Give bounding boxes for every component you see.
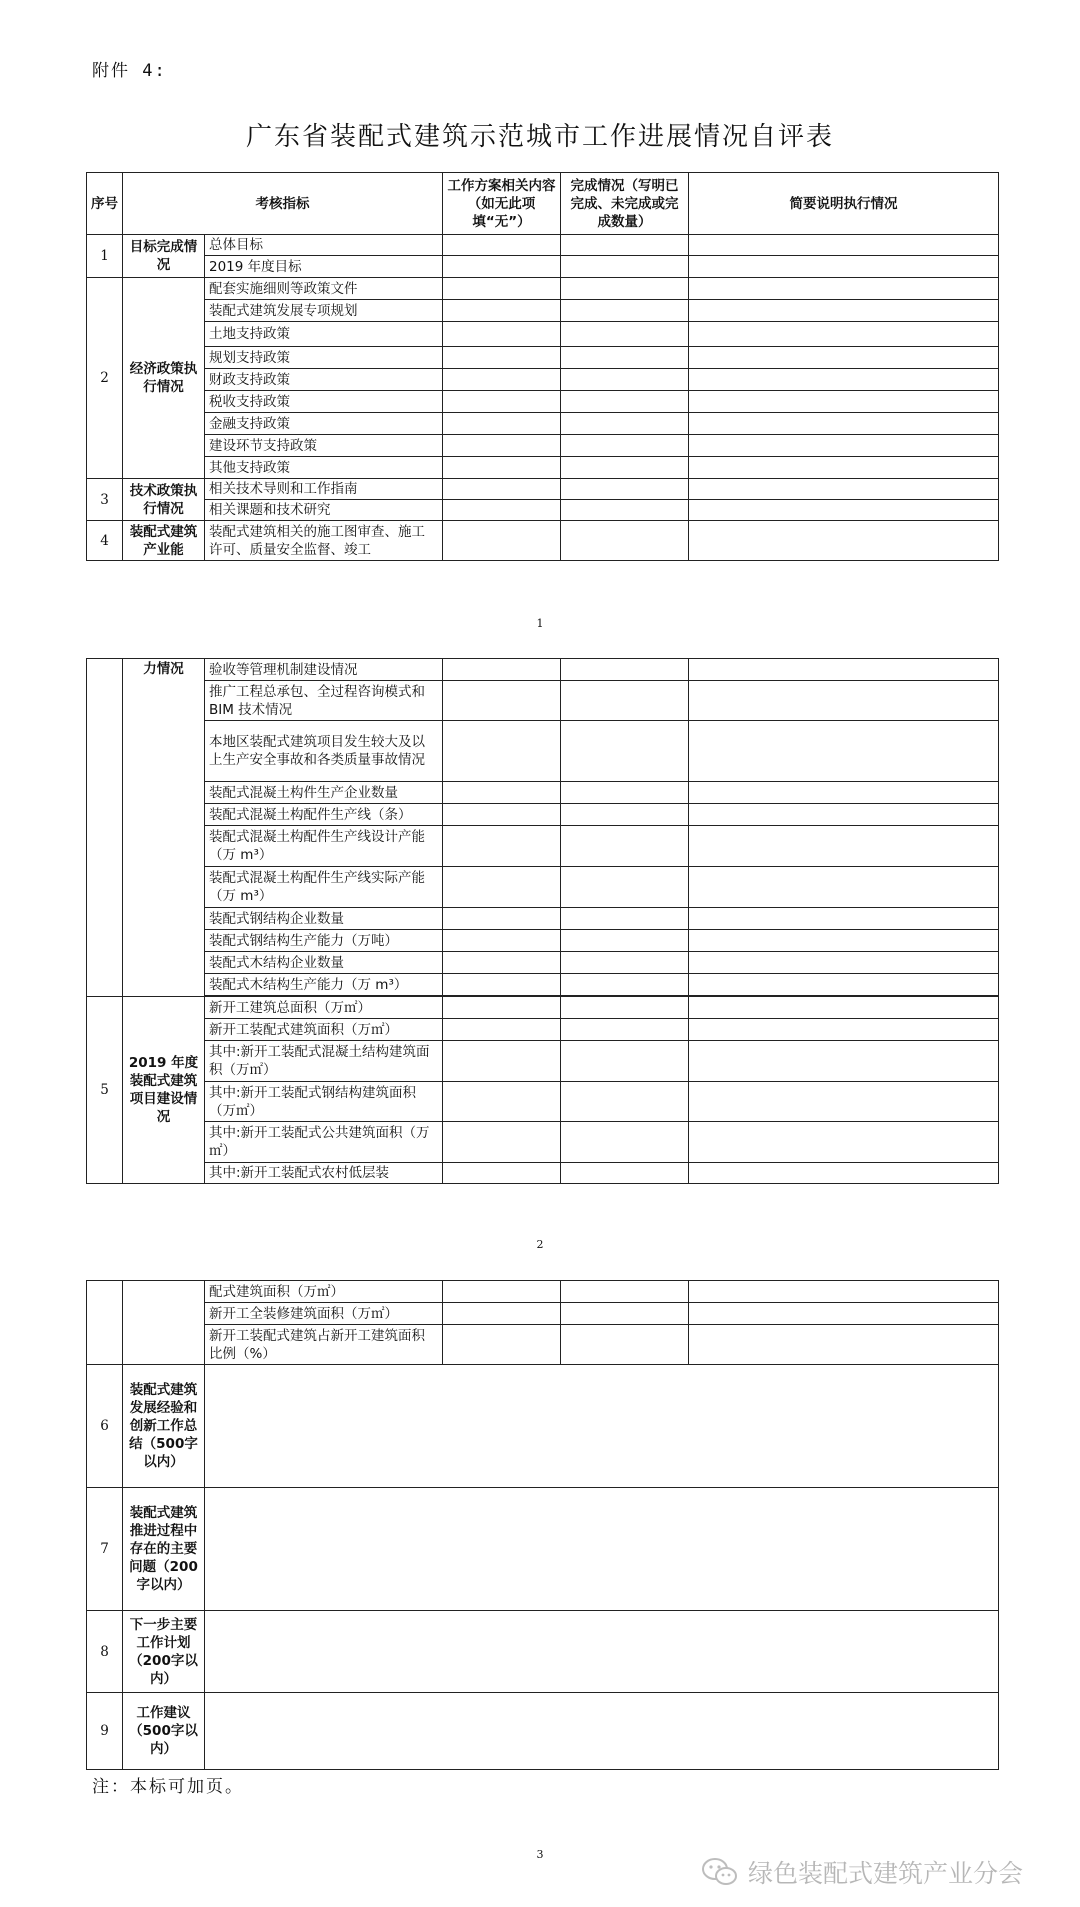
- completion-cell[interactable]: [561, 721, 689, 782]
- header-plan: 工作方案相关内容（如无此项填“无”）: [443, 173, 561, 235]
- plan-cell[interactable]: [443, 457, 561, 479]
- completion-cell[interactable]: [561, 997, 689, 1019]
- indicator-cell: 推广工程总承包、全过程咨询模式和 BIM 技术情况: [205, 681, 443, 721]
- plan-cell[interactable]: [443, 256, 561, 278]
- completion-cell[interactable]: [561, 659, 689, 681]
- indicator-cell: 装配式混凝土构件生产企业数量: [205, 782, 443, 804]
- indicator-cell: 装配式木结构生产能力（万 m³）: [205, 974, 443, 996]
- plan-cell[interactable]: [443, 782, 561, 804]
- plan-cell[interactable]: [443, 1303, 561, 1325]
- brief-cell[interactable]: [689, 782, 999, 804]
- brief-cell[interactable]: [689, 278, 999, 300]
- completion-cell[interactable]: [561, 782, 689, 804]
- plan-cell[interactable]: [443, 1281, 561, 1303]
- plan-cell[interactable]: [443, 908, 561, 930]
- brief-cell[interactable]: [689, 1325, 999, 1365]
- completion-cell[interactable]: [561, 867, 689, 908]
- section-name-4: 装配式建筑产业能: [123, 521, 205, 561]
- completion-cell[interactable]: [561, 347, 689, 369]
- brief-cell[interactable]: [689, 256, 999, 278]
- plan-cell[interactable]: [443, 1019, 561, 1041]
- brief-cell[interactable]: [689, 457, 999, 479]
- indicator-cell: 装配式建筑发展专项规划: [205, 300, 443, 322]
- completion-cell[interactable]: [561, 930, 689, 952]
- plan-cell[interactable]: [443, 435, 561, 457]
- indicator-cell: 装配式混凝土构配件生产线实际产能（万 m³）: [205, 867, 443, 908]
- plan-cell[interactable]: [443, 974, 561, 996]
- brief-cell[interactable]: [689, 867, 999, 908]
- indicator-cell: 土地支持政策: [205, 322, 443, 347]
- indicator-cell: 装配式混凝土构配件生产线设计产能（万 m³）: [205, 826, 443, 867]
- plan-cell[interactable]: [443, 721, 561, 782]
- indicator-cell: 税收支持政策: [205, 391, 443, 413]
- indicator-cell: 其中:新开工装配式钢结构建筑面积（万㎡）: [205, 1082, 443, 1122]
- brief-cell[interactable]: [689, 1303, 999, 1325]
- completion-cell[interactable]: [561, 457, 689, 479]
- plan-cell[interactable]: [443, 347, 561, 369]
- section-name-8: 下一步主要工作计划（200字以内）: [123, 1611, 205, 1693]
- suggestion-input-area[interactable]: [205, 1693, 999, 1770]
- completion-cell[interactable]: [561, 1325, 689, 1365]
- plan-cell[interactable]: [443, 278, 561, 300]
- indicator-cell: 相关课题和技术研究: [205, 500, 443, 521]
- indicator-cell: 总体目标: [205, 235, 443, 256]
- plan-cell[interactable]: [443, 521, 561, 561]
- completion-cell[interactable]: [561, 1303, 689, 1325]
- indicator-cell: 配套实施细则等政策文件: [205, 278, 443, 300]
- seq-5-cont: [87, 1281, 123, 1365]
- completion-cell[interactable]: [561, 369, 689, 391]
- plan-cell[interactable]: [443, 659, 561, 681]
- indicator-cell: 验收等管理机制建设情况: [205, 659, 443, 681]
- indicator-cell: 装配式建筑相关的施工图审查、施工许可、质量安全监督、竣工: [205, 521, 443, 561]
- evaluation-table-part-3: [86, 1280, 999, 1770]
- indicator-cell: 本地区装配式建筑项目发生较大及以上生产安全事故和各类质量事故情况: [205, 721, 443, 782]
- brief-cell[interactable]: [689, 322, 999, 347]
- indicator-cell: 装配式木结构企业数量: [205, 952, 443, 974]
- watermark: [700, 1854, 1023, 1890]
- indicator-cell: 财政支持政策: [205, 369, 443, 391]
- completion-cell[interactable]: [561, 413, 689, 435]
- indicator-cell: 其中:新开工装配式混凝土结构建筑面积（万㎡）: [205, 1041, 443, 1082]
- completion-cell[interactable]: [561, 435, 689, 457]
- plan-cell[interactable]: [443, 322, 561, 347]
- plan-input-area[interactable]: [205, 1611, 999, 1693]
- brief-cell[interactable]: [689, 300, 999, 322]
- page-title: 广东省装配式建筑示范城市工作进展情况自评表: [245, 122, 834, 152]
- plan-cell[interactable]: [443, 500, 561, 521]
- completion-cell[interactable]: [561, 1281, 689, 1303]
- seq-4-cont: [87, 659, 123, 997]
- plan-cell[interactable]: [443, 1325, 561, 1365]
- indicator-cell: 其中:新开工装配式农村低层装: [205, 1163, 443, 1184]
- brief-cell[interactable]: [689, 952, 999, 974]
- section-name-6: 装配式建筑发展经验和创新工作总结（500字以内）: [123, 1365, 205, 1488]
- completion-cell[interactable]: [561, 322, 689, 347]
- indicator-cell: 2019 年度目标: [205, 256, 443, 278]
- completion-cell[interactable]: [561, 952, 689, 974]
- seq-8: 8: [87, 1611, 123, 1693]
- completion-cell[interactable]: [561, 1019, 689, 1041]
- brief-cell[interactable]: [689, 1082, 999, 1122]
- header-completion: 完成情况（写明已完成、未完成或完成数量）: [561, 173, 689, 235]
- completion-cell[interactable]: [561, 804, 689, 826]
- brief-cell[interactable]: [689, 974, 999, 996]
- completion-cell[interactable]: [561, 479, 689, 500]
- completion-cell[interactable]: [561, 1163, 689, 1184]
- brief-cell[interactable]: [689, 997, 999, 1019]
- indicator-cell: 装配式钢结构企业数量: [205, 908, 443, 930]
- brief-cell[interactable]: [689, 391, 999, 413]
- completion-cell[interactable]: [561, 908, 689, 930]
- section-name-9: 工作建议（500字以内）: [123, 1693, 205, 1770]
- brief-cell[interactable]: [689, 659, 999, 681]
- header-brief: 简要说明执行情况: [689, 173, 999, 235]
- footnote: 注：本标可加页。: [92, 1777, 244, 1797]
- plan-cell[interactable]: [443, 369, 561, 391]
- section-name-4-cont: 力情况: [123, 659, 205, 997]
- plan-cell[interactable]: [443, 300, 561, 322]
- brief-cell[interactable]: [689, 347, 999, 369]
- summary-input-area[interactable]: [205, 1365, 999, 1488]
- brief-cell[interactable]: [689, 500, 999, 521]
- watermark-text: 绿色装配式建筑产业分会: [748, 1859, 1024, 1888]
- indicator-cell: 装配式混凝土构配件生产线（条）: [205, 804, 443, 826]
- brief-cell[interactable]: [689, 826, 999, 867]
- plan-cell[interactable]: [443, 681, 561, 721]
- indicator-cell: 金融支持政策: [205, 413, 443, 435]
- completion-cell[interactable]: [561, 235, 689, 256]
- indicator-cell: 其他支持政策: [205, 457, 443, 479]
- page-number: 3: [536, 1848, 544, 1861]
- brief-cell[interactable]: [689, 1281, 999, 1303]
- plan-cell[interactable]: [443, 1082, 561, 1122]
- completion-cell[interactable]: [561, 391, 689, 413]
- completion-cell[interactable]: [561, 1041, 689, 1082]
- brief-cell[interactable]: [689, 235, 999, 256]
- plan-cell[interactable]: [443, 804, 561, 826]
- brief-cell[interactable]: [689, 479, 999, 500]
- evaluation-table-part-2: [86, 658, 999, 1184]
- wechat-icon: [700, 1856, 740, 1888]
- completion-cell[interactable]: [561, 521, 689, 561]
- completion-cell[interactable]: [561, 826, 689, 867]
- plan-cell[interactable]: [443, 826, 561, 867]
- plan-cell[interactable]: [443, 479, 561, 500]
- completion-cell[interactable]: [561, 974, 689, 996]
- indicator-cell: 规划支持政策: [205, 347, 443, 369]
- section-name-5-cont: [123, 1281, 205, 1365]
- plan-cell[interactable]: [443, 1041, 561, 1082]
- header-seq: 序号: [87, 173, 123, 235]
- brief-cell[interactable]: [689, 413, 999, 435]
- plan-cell[interactable]: [443, 1122, 561, 1163]
- evaluation-table-part-1: [86, 172, 999, 561]
- brief-cell[interactable]: [689, 435, 999, 457]
- attachment-label: 附件 4:: [92, 61, 167, 81]
- completion-cell[interactable]: [561, 278, 689, 300]
- brief-cell[interactable]: [689, 1163, 999, 1184]
- indicator-cell: 建设环节支持政策: [205, 435, 443, 457]
- seq-6: 6: [87, 1365, 123, 1488]
- indicator-cell: 新开工装配式建筑占新开工建筑面积比例（%）: [205, 1325, 443, 1365]
- indicator-cell: 新开工装配式建筑面积（万㎡）: [205, 1019, 443, 1041]
- seq-7: 7: [87, 1488, 123, 1611]
- page-number: 2: [536, 1238, 544, 1251]
- plan-cell[interactable]: [443, 867, 561, 908]
- plan-cell[interactable]: [443, 391, 561, 413]
- completion-cell[interactable]: [561, 256, 689, 278]
- plan-cell[interactable]: [443, 952, 561, 974]
- brief-cell[interactable]: [689, 908, 999, 930]
- section-name-5: 2019 年度装配式建筑项目建设情况: [123, 997, 205, 1184]
- section-name-7: 装配式建筑推进过程中存在的主要问题（200字以内）: [123, 1488, 205, 1611]
- seq-3: 3: [87, 479, 123, 521]
- plan-cell[interactable]: [443, 413, 561, 435]
- section-name-3: 技术政策执行情况: [123, 479, 205, 521]
- completion-cell[interactable]: [561, 500, 689, 521]
- brief-cell[interactable]: [689, 1019, 999, 1041]
- seq-5: 5: [87, 997, 123, 1184]
- brief-cell[interactable]: [689, 369, 999, 391]
- completion-cell[interactable]: [561, 1122, 689, 1163]
- indicator-cell: 新开工全装修建筑面积（万㎡）: [205, 1303, 443, 1325]
- completion-cell[interactable]: [561, 1082, 689, 1122]
- section-name-2: 经济政策执行情况: [123, 278, 205, 479]
- plan-cell[interactable]: [443, 930, 561, 952]
- header-indicator: 考核指标: [123, 173, 443, 235]
- brief-cell[interactable]: [689, 930, 999, 952]
- indicator-cell: 新开工建筑总面积（万㎡）: [205, 997, 443, 1019]
- brief-cell[interactable]: [689, 681, 999, 721]
- completion-cell[interactable]: [561, 300, 689, 322]
- section-name-1: 目标完成情况: [123, 235, 205, 278]
- plan-cell[interactable]: [443, 235, 561, 256]
- plan-cell[interactable]: [443, 1163, 561, 1184]
- completion-cell[interactable]: [561, 681, 689, 721]
- brief-cell[interactable]: [689, 1122, 999, 1163]
- brief-cell[interactable]: [689, 1041, 999, 1082]
- problems-input-area[interactable]: [205, 1488, 999, 1611]
- indicator-cell: 相关技术导则和工作指南: [205, 479, 443, 500]
- seq-9: 9: [87, 1693, 123, 1770]
- seq-1: 1: [87, 235, 123, 278]
- plan-cell[interactable]: [443, 997, 561, 1019]
- seq-4: 4: [87, 521, 123, 561]
- brief-cell[interactable]: [689, 521, 999, 561]
- page-number: 1: [536, 617, 544, 630]
- brief-cell[interactable]: [689, 721, 999, 782]
- brief-cell[interactable]: [689, 804, 999, 826]
- indicator-cell: 装配式钢结构生产能力（万吨）: [205, 930, 443, 952]
- indicator-cell: 配式建筑面积（万㎡）: [205, 1281, 443, 1303]
- seq-2: 2: [87, 278, 123, 479]
- indicator-cell: 其中:新开工装配式公共建筑面积（万㎡）: [205, 1122, 443, 1163]
